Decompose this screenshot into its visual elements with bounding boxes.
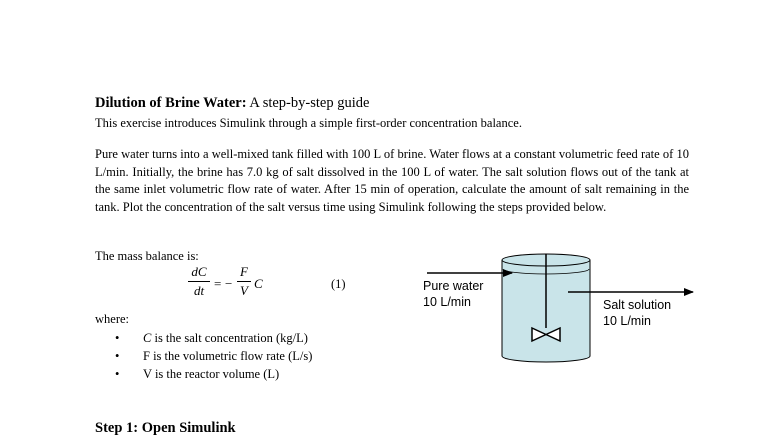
definition-symbol: F <box>143 349 150 363</box>
definition-text: is the reactor volume (L) <box>151 367 280 381</box>
definition-text: is the salt concentration (kg/L) <box>151 331 308 345</box>
definition-symbol: C <box>143 331 152 345</box>
step1-heading: Step 1: Open Simulink <box>95 420 236 436</box>
lhs-fraction-bar <box>188 281 210 282</box>
rhs-variable: C <box>254 276 263 291</box>
where-label: where: <box>95 312 130 326</box>
rhs-numerator: F <box>240 264 248 279</box>
definition-list <box>115 329 312 383</box>
title-bold: Dilution of Brine Water: <box>95 95 247 111</box>
bullet-icon: • <box>115 349 120 363</box>
rhs-fraction-bar <box>237 281 251 282</box>
document-title <box>95 95 369 112</box>
definition-symbol: V <box>143 367 152 381</box>
title-rest: A step-by-step guide <box>246 95 370 111</box>
tank-diagram <box>415 250 705 370</box>
lhs-denominator: dt <box>193 283 205 298</box>
lhs-fraction <box>188 264 210 299</box>
definition-text: is the volumetric flow rate (L/s) <box>149 349 313 363</box>
inlet-label-2: 10 L/min <box>423 295 471 309</box>
outlet-label-2: 10 L/min <box>603 314 651 328</box>
minus-sign: − <box>225 276 233 291</box>
equals-sign: = <box>214 276 222 291</box>
bullet-icon: • <box>115 331 120 345</box>
equation-number: (1) <box>331 277 346 291</box>
mass-balance-label: The mass balance is: <box>95 249 199 263</box>
list-item <box>115 365 312 383</box>
lhs-numerator: dC <box>191 264 207 279</box>
rhs-denominator: V <box>240 283 248 298</box>
list-item <box>115 347 312 365</box>
bullet-icon: • <box>115 367 120 381</box>
rhs-fraction <box>237 264 251 299</box>
inlet-label-1: Pure water <box>423 279 484 293</box>
outlet-label-1: Salt solution <box>603 298 672 312</box>
document-subtitle: This exercise introduces Simulink through a simple first-order concentration balance. <box>95 116 522 130</box>
problem-paragraph: Pure water turns into a well-mixed tank filled with 100 L of brine. Water flows at a constant volumetric feed rate of 10 L/min. Initially, the brine has 7.0 kg of salt dissolved in the 100 L of water. The salt solution flows out of the tank at the same inlet volumetric flow rate of water. After 15 min of operation, calculate the amount of salt remaining in the tank. Plot the concentration of the salt versus time using Simulink following the steps provided below. <box>95 147 689 214</box>
list-item <box>115 329 312 347</box>
